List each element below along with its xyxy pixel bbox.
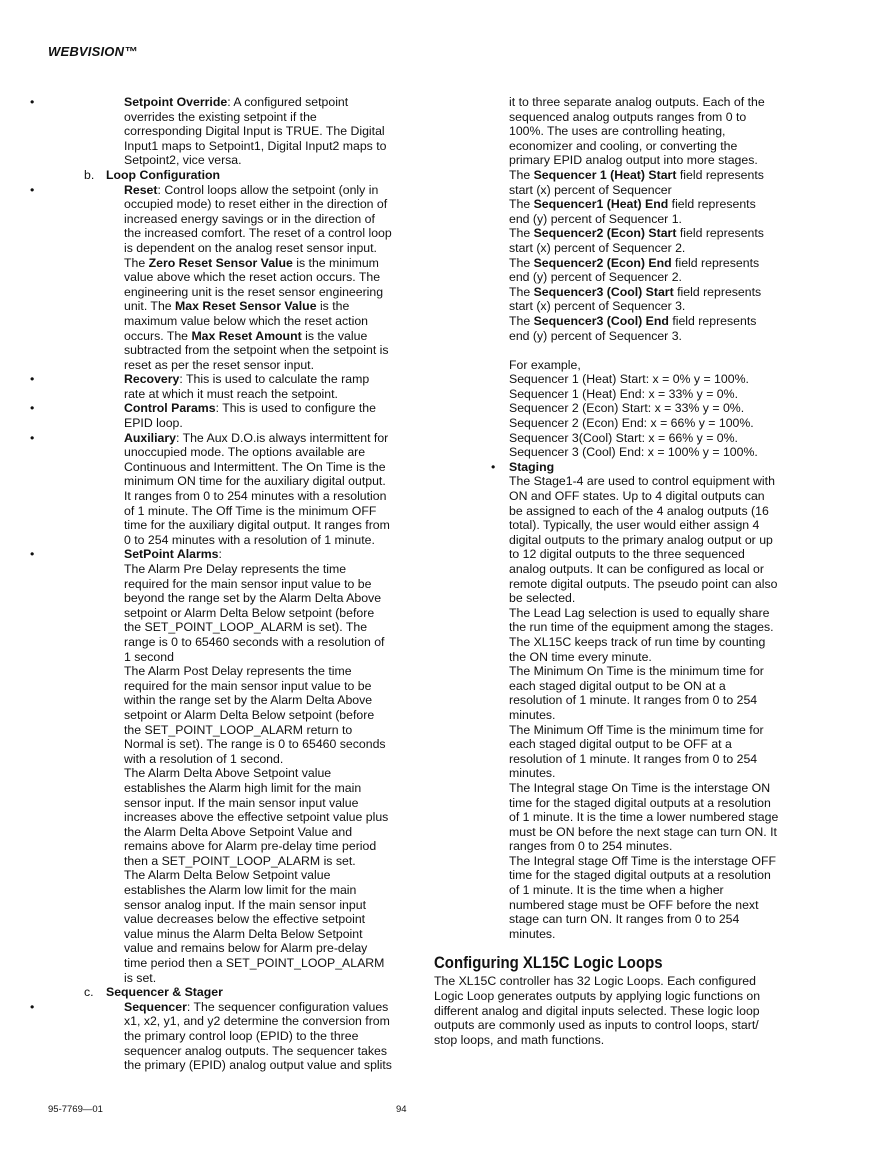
footer-page-number: 94	[396, 1104, 407, 1115]
text-line: Sequencer 1 (Heat) Start: x = 0% y = 100%.	[509, 372, 749, 387]
text-line: the primary (EPID) analog output value and splits	[124, 1058, 392, 1073]
section-title: Configuring XL15C Logic Loops	[434, 953, 663, 973]
text-line: : The Aux D.O.is always intermittent for	[175, 430, 389, 445]
text-line: to 12 digital outputs to the three sequenced	[509, 547, 745, 562]
text-line: stop loops, and math functions.	[434, 1032, 605, 1047]
text-line: value and remains below for Alarm pre-delay	[124, 941, 368, 956]
term-setpoint-alarms: SetPoint Alarms	[124, 547, 219, 562]
section-b-heading	[48, 168, 418, 183]
text-line: reset as per the reset sensor input.	[124, 357, 315, 372]
term-seq3-end: Sequencer3 (Cool) End	[533, 313, 669, 328]
spacer	[434, 343, 794, 358]
text-line: occupied mode) to reset either in the direction of	[124, 197, 388, 212]
text-line: required for the main sensor input value to be	[124, 678, 372, 693]
text-line: The Alarm Pre Delay represents the time	[124, 562, 347, 576]
seq1-end-line	[434, 197, 794, 212]
text-line: Logic Loop generates outputs by applying logic functions on	[434, 989, 761, 1004]
text-line: the increased comfort. The reset of a control loop	[124, 226, 392, 241]
text-line: each staged digital output to be OFF at a	[509, 737, 732, 752]
text-line: different analog and digital inputs selected. These logic loop	[434, 1003, 760, 1018]
bullet: •	[30, 430, 35, 445]
text-line: EPID loop.	[124, 416, 183, 431]
section-body	[434, 974, 794, 1047]
text-line	[48, 299, 418, 314]
text-line: end (y) percent of Sequencer 2.	[509, 270, 682, 285]
text-line: of 1 minute. The Off Time is the minimum OFF	[124, 503, 377, 518]
text-line: numbered stage must be OFF before the next	[509, 897, 759, 912]
text-line: minutes.	[509, 926, 556, 941]
text-line: required for the main sensor input value to be	[124, 576, 372, 591]
text-line: primary EPID analog output into more stages.	[509, 153, 758, 168]
text-line: the ON time every minute.	[509, 649, 652, 664]
text-span: field represents	[676, 167, 764, 182]
spacer	[434, 941, 794, 952]
text-line: time for the staged digital outputs at a resolution	[509, 795, 771, 810]
text-line: remote digital outputs. The pseudo point can also	[509, 576, 778, 591]
text-line: ranges from 0 to 254 minutes.	[509, 839, 673, 854]
text-line: Sequencer 3(Cool) Start: x = 66% y = 0%.	[509, 430, 738, 445]
text-line: each staged digital output to be ON at a	[509, 678, 726, 693]
text-line: : The sequencer configuration values	[186, 999, 389, 1014]
text-line: The Alarm Delta Below Setpoint value	[124, 868, 331, 883]
text-span: occurs. The	[124, 328, 192, 343]
text-span: The	[509, 313, 534, 328]
text-line: rate at which it must reach the setpoint.	[124, 386, 338, 401]
text-line: The Stage1-4 are used to control equipment with	[509, 474, 775, 489]
text-line: within the range set by the Alarm Delta Above	[124, 693, 373, 708]
text-line: : A configured setpoint	[227, 95, 349, 109]
text-line: time period then a SET_POINT_LOOP_ALARM	[124, 956, 385, 971]
text-line: The XL15C controller has 32 Logic Loops. Each configured	[434, 974, 756, 989]
text-span: The	[509, 167, 534, 182]
text-span: is the value	[301, 328, 368, 343]
text-line: start (x) percent of Sequencer 3.	[509, 299, 686, 314]
text-line: 1 second	[124, 649, 174, 664]
text-line: the primary control loop (EPID) to the three	[124, 1029, 359, 1043]
text-line: The Minimum On Time is the minimum time for	[509, 664, 764, 679]
text-span: The	[509, 255, 534, 270]
text-line: Sequencer 2 (Econ) Start: x = 33% y = 0%.	[509, 401, 745, 416]
text-line: Continuous and Intermittent. The On Time is the	[124, 459, 386, 474]
text-span: The	[509, 284, 534, 299]
section-heading-logic-loops	[434, 952, 892, 974]
text-line: setpoint or Alarm Delta Below setpoint (before	[124, 605, 375, 620]
recovery-item	[30, 372, 418, 387]
text-span: The	[509, 197, 534, 212]
text-line: with a resolution of 1 second.	[124, 751, 284, 766]
text-line	[48, 256, 418, 271]
text-line: value minus the Alarm Delta Below Setpoint	[124, 926, 363, 941]
text-line	[48, 329, 418, 344]
text-line: For example,	[509, 357, 581, 372]
text-line: the SET_POINT_LOOP_ALARM return to	[124, 722, 353, 737]
staging-item	[434, 460, 794, 475]
text-line: setpoint or Alarm Delta Below setpoint (before	[124, 707, 375, 722]
control-params-item	[30, 401, 418, 416]
bullet: •	[30, 182, 35, 197]
text-line: value above which the reset action occurs. The	[124, 270, 381, 285]
term-setpoint-override: Setpoint Override	[124, 95, 228, 109]
text-line: overrides the existing setpoint if the	[124, 109, 317, 124]
term-control-params: Control Params	[124, 401, 216, 416]
text-line: analog outputs. It can be configured as local or	[509, 562, 764, 576]
text-line: start (x) percent of Sequencer 2.	[509, 240, 686, 255]
text-line: the Alarm Delta Above Setpoint Value and	[124, 824, 353, 839]
term-recovery: Recovery	[124, 372, 180, 387]
text-line: : This is used to calculate the ramp	[179, 372, 370, 387]
text-line: value decreases below the effective setpoint	[124, 912, 366, 927]
term-zero-reset-sensor-value: Zero Reset Sensor Value	[148, 255, 293, 270]
text-line: The XL15C keeps track of run time by counting	[509, 634, 766, 649]
text-line: : Control loops allow the setpoint (only in	[157, 182, 379, 197]
text-line: total). Typically, the user would either assign 4	[509, 518, 760, 533]
text-line: stage can turn ON. It ranges from 0 to 254	[509, 912, 740, 927]
page-header-title: WEBVISION™	[48, 44, 138, 59]
text-line: resolution of 1 minute. It ranges from 0 to 254	[509, 693, 758, 708]
text-line: 100%. The uses are controlling heating,	[509, 124, 726, 139]
text-line: corresponding Digital Input is TRUE. The Digital	[124, 124, 385, 139]
bullet: •	[491, 459, 496, 474]
list-marker-c: c.	[84, 985, 94, 1000]
text-line: resolution of 1 minute. It ranges from 0 to 254	[509, 751, 758, 766]
text-line: Sequencer 3 (Cool) End: x = 100% y = 100%.	[509, 445, 758, 460]
text-span: unit. The	[124, 299, 176, 314]
term-max-reset-sensor-value: Max Reset Sensor Value	[175, 299, 317, 314]
text-line: Input1 maps to Setpoint1, Digital Input2 maps to	[124, 138, 387, 153]
text-span: field represents	[668, 197, 756, 212]
text-line: subtracted from the setpoint when the setpoint is	[124, 343, 389, 358]
left-column	[30, 95, 418, 1073]
text-line: be selected.	[509, 591, 576, 606]
text-line: range is 0 to 65460 seconds with a resolution of	[124, 634, 385, 649]
text-line: The Alarm Post Delay represents the time	[124, 664, 352, 679]
auxiliary-item	[30, 430, 418, 446]
text-line: establishes the Alarm high limit for the main	[124, 780, 362, 795]
text-line: start (x) percent of Sequencer	[509, 182, 672, 197]
term-seq3-start: Sequencer3 (Cool) Start	[533, 284, 674, 299]
text-line: The Integral stage On Time is the interstage ON	[509, 780, 771, 795]
text-span: field represents	[676, 226, 764, 241]
text-line: sensor analog input. If the main sensor input	[124, 897, 366, 912]
text-line: It ranges from 0 to 254 minutes with a resolution	[124, 489, 387, 504]
text-line: economizer and cooling, or converting the	[509, 138, 738, 153]
seq3-end-line	[434, 314, 794, 329]
text-line: be assigned to each of the 4 analog outputs (16	[509, 503, 769, 518]
text-line: ON and OFF states. Up to 4 digital outputs can	[509, 489, 765, 504]
heading-sequencer-stager: Sequencer & Stager	[106, 985, 223, 1000]
text-line: minutes.	[509, 707, 556, 722]
term-seq2-start: Sequencer2 (Econ) Start	[533, 226, 677, 241]
text-line: sensor input. If the main sensor input value	[124, 795, 359, 810]
term-seq2-end: Sequencer2 (Econ) End	[533, 255, 672, 270]
text-span: field represents	[673, 284, 762, 299]
text-line: then a SET_POINT_LOOP_ALARM is set.	[124, 853, 356, 868]
term-sequencer: Sequencer	[124, 999, 187, 1014]
text-span: field represents	[668, 313, 757, 328]
text-span: The	[509, 226, 534, 241]
text-line: establishes the Alarm low limit for the main	[124, 883, 357, 898]
text-line: The Integral stage Off Time is the interstage OFF	[509, 853, 777, 868]
term-seq1-end: Sequencer1 (Heat) End	[533, 197, 669, 212]
bullet: •	[30, 372, 35, 387]
text-line: the SET_POINT_LOOP_ALARM is set). The	[124, 620, 368, 635]
seq2-end-line	[434, 256, 794, 271]
seq1-start-line	[434, 168, 794, 183]
text-line: minutes.	[509, 766, 556, 781]
text-line: time for the auxiliary digital output. It ranges from	[124, 518, 390, 533]
text-line: end (y) percent of Sequencer 3.	[509, 328, 682, 343]
text-line: : This is used to configure the	[215, 401, 376, 416]
section-c-heading	[48, 985, 418, 1000]
text-span: is the	[316, 299, 350, 314]
text-line: 0 to 254 minutes with a resolution of 1 minute.	[124, 532, 375, 547]
text-line: end (y) percent of Sequencer 1.	[509, 211, 682, 226]
text-span: is the minimum	[292, 255, 379, 270]
bullet: •	[30, 547, 35, 562]
text-line: minimum ON time for the auxiliary digital output.	[124, 474, 386, 489]
seq2-start-line	[434, 226, 794, 241]
text-span: field represents	[671, 255, 760, 270]
text-line: is dependent on the analog reset sensor input.	[124, 240, 377, 255]
text-line: increases above the effective setpoint value plus	[124, 810, 389, 825]
text-line: unoccupied mode. The options available are	[124, 445, 366, 460]
text-line: is set.	[124, 970, 157, 985]
term-reset: Reset	[124, 182, 158, 197]
bullet: •	[30, 95, 35, 109]
heading-loop-configuration: Loop Configuration	[106, 167, 221, 182]
text-line: sequenced analog outputs ranges from 0 to	[509, 109, 747, 124]
text-line: must be ON before the next stage can turn ON. It	[509, 824, 777, 839]
term-auxiliary: Auxiliary	[124, 430, 176, 445]
text-line: Setpoint2, vice versa.	[124, 153, 242, 168]
term-staging: Staging	[509, 459, 555, 474]
right-column	[434, 95, 794, 1047]
setpoint-alarms-text	[48, 562, 418, 985]
text-line: sequencer analog outputs. The sequencer takes	[124, 1043, 387, 1058]
text-line: The Lead Lag selection is used to equally share	[509, 605, 770, 620]
term-max-reset-amount: Max Reset Amount	[191, 328, 302, 343]
text-line: of 1 minute. It is the time a lower numbered stage	[509, 810, 779, 825]
term-seq1-start: Sequencer 1 (Heat) Start	[533, 167, 677, 182]
text-line: Sequencer 2 (Econ) End: x = 66% y = 100%.	[509, 416, 754, 431]
text-line: x1, x2, y1, and y2 determine the conversion from	[124, 1014, 390, 1029]
text-line: increased energy savings or in the direction of	[124, 211, 375, 226]
staging-text	[434, 474, 794, 941]
setpoint-alarms-item	[30, 547, 418, 562]
text-line: Sequencer 1 (Heat) End: x = 33% y = 0%.	[509, 386, 738, 401]
text-line: digital outputs to the primary analog output or up	[509, 532, 773, 547]
sequencer-item	[30, 999, 418, 1015]
text-line: beyond the range set by the Alarm Delta Above	[124, 591, 382, 606]
text-line: The Alarm Delta Above Setpoint value	[124, 766, 332, 781]
colon: :	[218, 547, 222, 562]
list-marker-b: b.	[84, 167, 95, 182]
reset-item	[30, 182, 418, 198]
text-line: The Minimum Off Time is the minimum time for	[509, 722, 764, 737]
bullet: •	[30, 999, 35, 1014]
text-line: Normal is set). The range is 0 to 65460 seconds	[124, 737, 386, 752]
text-span: The	[124, 255, 149, 270]
text-line: remains above for Alarm pre-delay time period	[124, 839, 377, 854]
text-line: outputs are commonly used as inputs to control loops, start/	[434, 1018, 759, 1033]
text-line: maximum value below which the reset action	[124, 313, 368, 328]
text-line: it to three separate analog outputs. Each of the	[509, 95, 765, 109]
setpoint-override-item	[30, 95, 418, 110]
text-line: engineering unit is the reset sensor engineering	[124, 284, 384, 299]
text-line: time for the staged digital outputs at a resolution	[509, 868, 771, 883]
seq3-start-line	[434, 285, 794, 300]
footer-doc-number: 95-7769—01	[48, 1104, 103, 1115]
bullet: •	[30, 401, 35, 416]
text-line: the run time of the equipment among the stages.	[509, 620, 774, 635]
text-line: of 1 minute. It is the time when a higher	[509, 883, 724, 898]
